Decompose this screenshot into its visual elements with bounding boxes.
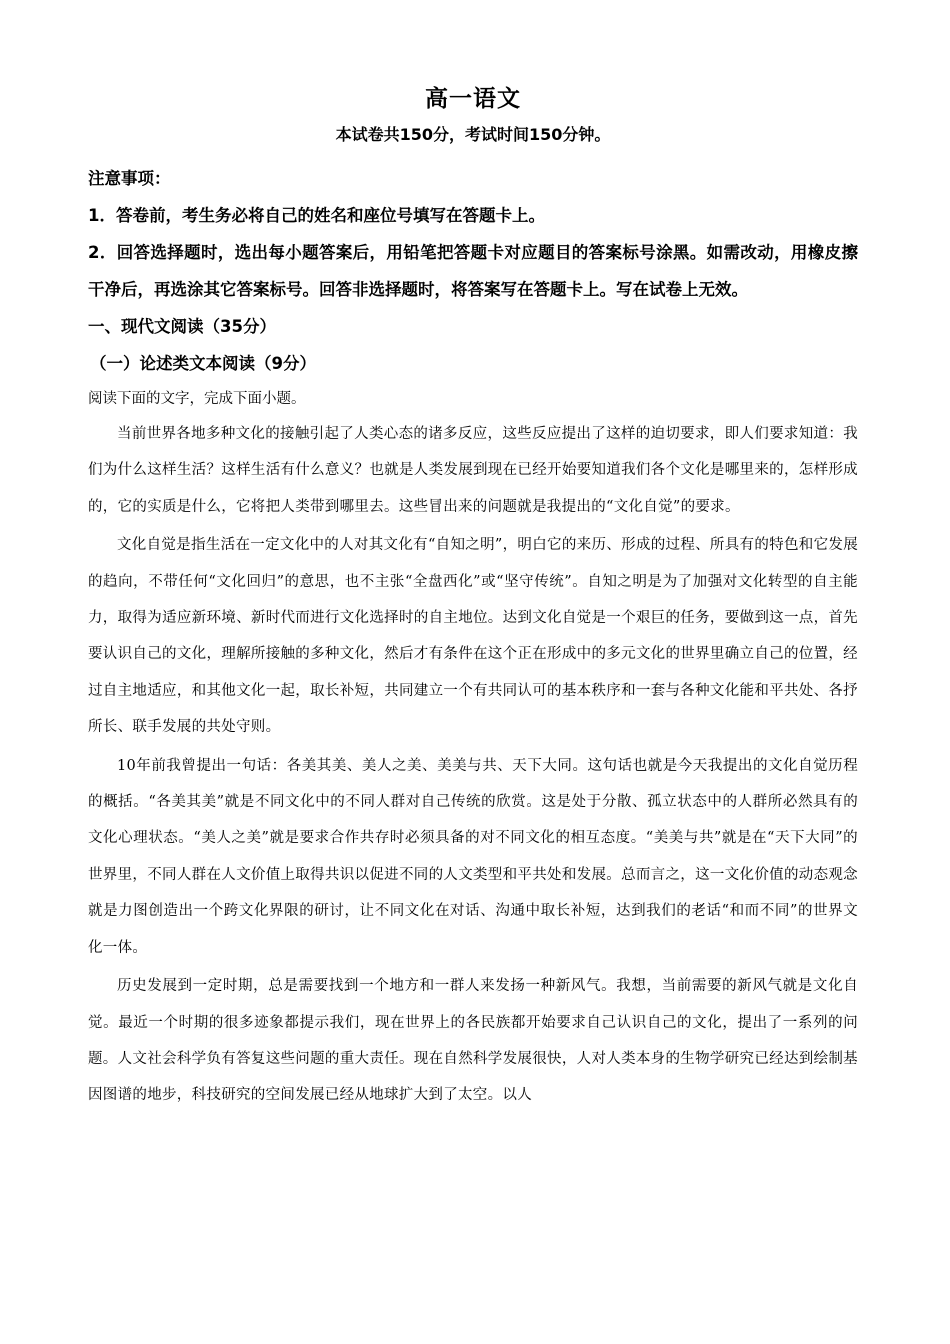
exam-page [88,82,858,1116]
notes-heading: 注意事项： [88,169,171,188]
passage-paragraph: 文化自觉是指生活在一定文化中的人对其文化有“自知之明”，明白它的来历、形成的过程、所具有的特色和它发展的趋向，不带任何“文化回归”的意思，也不主张“全盘西化”或“坚守传统”。自知之明是为了加强对文化转型的自主能力，取得为适应新环境、新时代而进行文化选择时的自主地位。达到文化自觉是一个艰巨的任务，要做到这一点，首先要认识自己的文化，理解所接触的多种文化，然后才有条件在这个正在形成中的多元文化的世界里确立自己的位置，经过自主地适应，和其他文化一起，取长补短，共同建立一个有共同认可的基本秩序和一套与各种文化能和平共处、各抒所长、联手发展的共处守则。 [88,537,858,736]
note-item: 2．回答选择题时，选出每小题答案后，用铅笔把答题卡对应题目的答案标号涂黑。如需改动，用橡皮擦干净后，再选涂其它答案标号。回答非选择题时，将答案写在答题卡上。写在试卷上无效。 [88,243,858,299]
section-heading: 一、现代文阅读（35分） [88,317,276,336]
exam-title: 高一语文 [425,86,521,112]
reading-instruction: 阅读下面的文字，完成下面小题。 [88,391,306,407]
subsection-heading: （一）论述类文本阅读（9分） [90,354,316,373]
passage-paragraph: 10年前我曾提出一句话：各美其美、美人之美、美美与共、天下大同。这句话也就是今天我提出的文化自觉历程的概括。“各美其美”就是不同文化中的不同人群对自己传统的欣赏。这是处于分散、孤立状态中的人群所必然具有的文化心理状态。“美人之美”就是要求合作共存时必须具备的对不同文化的相互态度。“美美与共”就是在“天下大同”的世界里，不同人群在人文价值上取得共识以促进不同的人文类型和平共处和发展。总而言之，这一文化价值的动态观念就是力图创造出一个跨文化界限的研讨，让不同文化在对话、沟通中取长补短，达到我们的老话“和而不同”的世界文化一体。 [88,757,858,956]
note-item: 1．答卷前，考生务必将自己的姓名和座位号填写在答题卡上。 [88,206,545,225]
passage-paragraph: 历史发展到一定时期，总是需要找到一个地方和一群人来发扬一种新风气。我想，当前需要的新风气就是文化自觉。最近一个时期的很多迹象都提示我们，现在世界上的各民族都开始要求自己认识自己的文化，提出了一系列的问题。人文社会科学负有答复这些问题的重大责任。现在自然科学发展很快，人对人类本身的生物学研究已经达到绘制基因图谱的地步，科技研究的空间发展已经从地球扩大到了太空。以人 [88,978,858,1104]
passage-paragraph: 当前世界各地多种文化的接触引起了人类心态的诸多反应，这些反应提出了这样的迫切要求，即人们要求知道：我们为什么这样生活？这样生活有什么意义？也就是人类发展到现在已经开始要知道我们各个文化是哪里来的，怎样形成的，它的实质是什么，它将把人类带到哪里去。这些冒出来的问题就是我提出的“文化自觉”的要求。 [88,426,858,515]
exam-subtitle: 本试卷共150分，考试时间150分钟。 [335,125,611,144]
